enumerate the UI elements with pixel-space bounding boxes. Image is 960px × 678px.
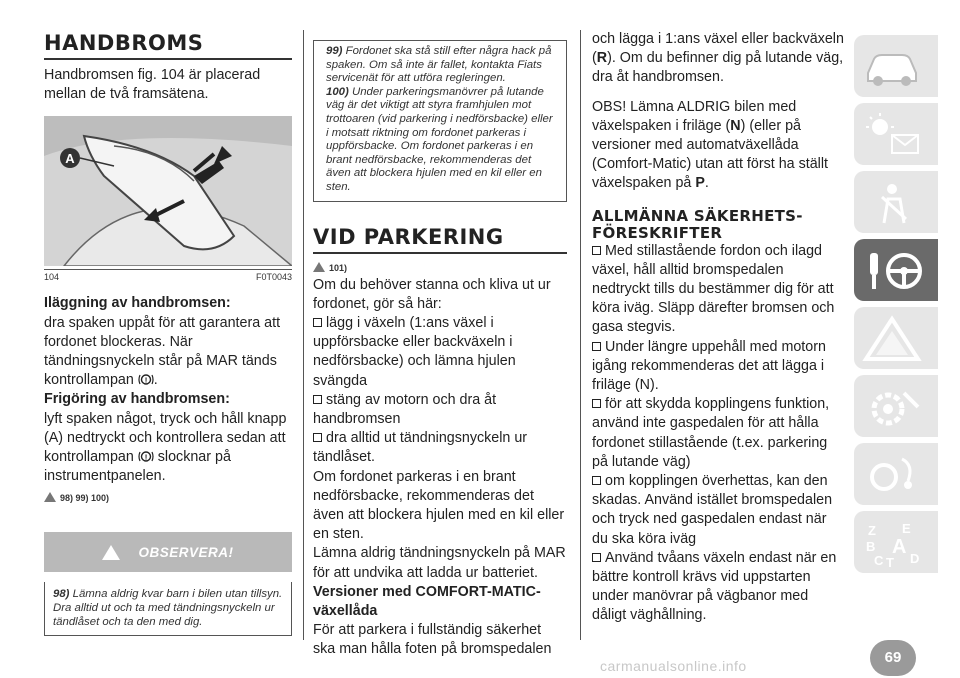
checkbox-bullet-icon (592, 476, 601, 485)
gear-text-b: ). Om du befinner dig på lutande väg, dra åt handbromsen. (592, 50, 844, 86)
warning-triangle-icon (102, 545, 120, 560)
lights-warning-icon (862, 111, 926, 161)
gear-r: R (596, 50, 608, 67)
checkbox-bullet-icon (592, 246, 601, 255)
index-letter: A (892, 536, 907, 558)
tab-service[interactable] (854, 375, 938, 437)
figure-number: 104 (44, 272, 60, 283)
release-text-a: lyft spaken något, tryck och håll knapp (A) nedtryckt och kontrollera sedan att kontrollampan (44, 410, 287, 466)
obs-n: N (730, 117, 741, 134)
parking-bullet-text: dra alltid ut tändningsnyckeln ur tändlåset. (313, 430, 528, 466)
warning-box-header (44, 532, 292, 572)
obs-paragraph (592, 98, 844, 194)
tab-index[interactable] (854, 511, 938, 573)
safety-airbag-icon (862, 179, 926, 229)
checkbox-bullet-icon (313, 433, 322, 442)
safety-bullet-text: Använd tvåans växeln endast när en bättre kontroll krävs vid uppstarten under manövrar på vägbanor med dåligt väghållning. (592, 549, 837, 624)
warning-triangle-icon (44, 492, 56, 502)
safety-bullet (592, 472, 844, 549)
parking-bullet-text: lägg i växeln (1:ans växel i uppförsbacke eller backväxeln i nedförsbacke) och lämna hjulen svängda (313, 314, 516, 389)
index-letter: C (874, 553, 884, 568)
safety-bullet-text: om kopplingen överhettas, kan den skadas. Använd istället bromspedalen och tryck ned gaspedalen endast när du ska köra iväg (592, 473, 833, 547)
apply-heading: Iläggning av handbromsen: (44, 295, 231, 312)
note-text-99: Fordonet ska stå still efter några hack på spaken. Om så inte är fallet, kontakta Fiats servicenät för att utföra regleringen. (326, 45, 552, 85)
svg-text:!: ! (144, 377, 147, 385)
service-maintenance-icon (862, 383, 926, 433)
warning-title: OBSERVERA! (138, 544, 234, 560)
checkbox-bullet-icon (592, 399, 601, 408)
gear-text-a: och lägga i 1:ans växel eller backväxeln ( (592, 31, 844, 67)
handbrake-illustration (44, 116, 292, 266)
figure-caption (44, 269, 292, 282)
parking-bullet (313, 391, 567, 429)
obs-p: P (695, 175, 705, 192)
index-letter: T (886, 555, 894, 569)
checkbox-bullet-icon (592, 342, 601, 351)
safety-bullet (592, 338, 844, 396)
tab-emergency[interactable] (854, 307, 938, 369)
figure-104 (44, 116, 292, 266)
technical-data-icon (862, 451, 926, 501)
note-number-100: 100) (326, 85, 349, 98)
index-letter: B (866, 539, 876, 554)
warning-text: Lämna aldrig kvar barn i bilen utan tillsyn. Dra alltid ut och ta med tändningsnyckeln ur tändlåset och ta den med dig. (53, 588, 283, 628)
tab-car-overview[interactable] (854, 35, 938, 97)
handbrake-warning-lamp-icon (138, 373, 154, 386)
column-divider (580, 30, 581, 640)
note-number-99: 99) (326, 45, 343, 57)
section-title-parkering: VID PARKERING (313, 224, 567, 254)
section-title-handbroms: HANDBROMS (44, 30, 292, 60)
checkbox-bullet-icon (592, 553, 601, 562)
handbrake-warning-lamp-icon (138, 450, 154, 463)
release-text-b: slocknar på instrumentpanelen. (44, 449, 231, 485)
parking-para-3: För att parkera i fullständig säkerhet ska man hålla foten på bromspedalen (313, 622, 552, 658)
figure-label-a: A (65, 151, 75, 167)
car-overview-icon (862, 43, 922, 89)
safety-heading: ALLMÄNNA SÄKERHETS-FÖRESKRIFTER (592, 206, 803, 242)
checkbox-bullet-icon (313, 395, 322, 404)
breakdown-triangle-icon (862, 315, 926, 365)
safety-bullet (592, 395, 844, 472)
release-paragraph (44, 410, 292, 487)
safety-bullet-text: Under längre uppehåll med motorn igång rekommenderas det att lägga i friläge (N). (592, 338, 826, 394)
comfort-matic-heading: Versioner med COMFORT-MATIC-växellåda (313, 583, 541, 619)
warning-box-body (44, 582, 292, 636)
apply-end: . (153, 372, 158, 389)
index-letter: Z (868, 523, 876, 538)
warning-continuation-box (313, 40, 567, 202)
index-letter: D (910, 551, 920, 566)
parking-bullet-text: stäng av motorn och dra åt handbromsen (313, 391, 497, 427)
parking-bullet (313, 429, 567, 467)
parking-refs: 101) (329, 262, 348, 273)
parking-para-2: Lämna aldrig tändningsnyckeln på MAR för att undvika att ladda ur batteriet. (313, 545, 566, 581)
safety-bullet (592, 242, 844, 338)
index-letter: E (902, 521, 911, 536)
page-number: 69 (870, 640, 916, 676)
safety-bullet-text: Med stillastående fordon och ilagd växel, håll alltid bromspedalen nedtryckt tills du bestämmer dig för att köra iväg. Släpp därefter bromsen och gasa stegvis. (592, 242, 835, 336)
figure-code: F0T0043 (255, 272, 292, 283)
gear-paragraph (592, 30, 844, 88)
intro-text: Handbromsen fig. 104 är placerad mellan de två framsätena. (44, 67, 261, 103)
tab-starting-driving[interactable] (854, 239, 938, 301)
tab-lights-warnings[interactable] (854, 103, 938, 165)
column-divider (303, 30, 304, 640)
parking-bullet (313, 314, 567, 391)
alphabetical-index-icon (862, 519, 928, 569)
parking-para-1: Om fordonet parkeras i en brant nedförsbacke, rekommenderas det även att blockera hjulen med en kil eller en sten. (313, 468, 565, 543)
safety-bullet (592, 549, 844, 626)
warning-refs: 98) 99) 100) (60, 493, 110, 504)
parking-intro: Om du behöver stanna och kliva ut ur fordonet, gör så här: (313, 276, 551, 312)
tab-technical-data[interactable] (854, 443, 938, 505)
release-heading: Frigöring av handbromsen: (44, 391, 230, 408)
apply-paragraph (44, 314, 292, 391)
checkbox-bullet-icon (313, 318, 322, 327)
chapter-tabs (854, 35, 938, 579)
tab-safety[interactable] (854, 171, 938, 233)
obs-text-a: OBS! Lämna ALDRIG bilen med växelspaken i friläge ( (592, 98, 797, 134)
safety-bullet-text: för att skydda kopplingens funktion, använd inte gaspedalen för att hålla fordonet stillastående (t.ex. parkering på lutande väg) (592, 396, 830, 470)
watermark: carmanualsonline.info (600, 658, 747, 674)
obs-text-c: . (704, 175, 709, 192)
note-text-100: Under parkeringsmanövrer på lutande väg är det viktigt att styra framhjulen mot trottoaren (vid parkering i nedförsbacke) eller i motsatt riktning om fordonet parkeras i uppförsbacke. Om fordonet parkeras i en brant nedförsbacke, rekommenderas det även att blockera hjulen med en kil eller en sten. (326, 85, 553, 193)
column-right (592, 30, 844, 626)
apply-text: dra spaken uppåt för att garantera att fordonet blockeras. När tändningsnyckeln står på MAR tänds kontrollampan (44, 314, 281, 389)
column-middle (313, 36, 567, 660)
steering-key-icon (862, 247, 928, 297)
svg-text:!: ! (144, 454, 147, 462)
column-left (44, 30, 292, 636)
obs-text-b: ) (eller på versioner med automatväxellåda (Comfort-Matic) utan att först ha ställt växelspaken på (592, 117, 828, 192)
warning-triangle-icon (313, 262, 325, 272)
warning-number: 98) (53, 588, 70, 601)
